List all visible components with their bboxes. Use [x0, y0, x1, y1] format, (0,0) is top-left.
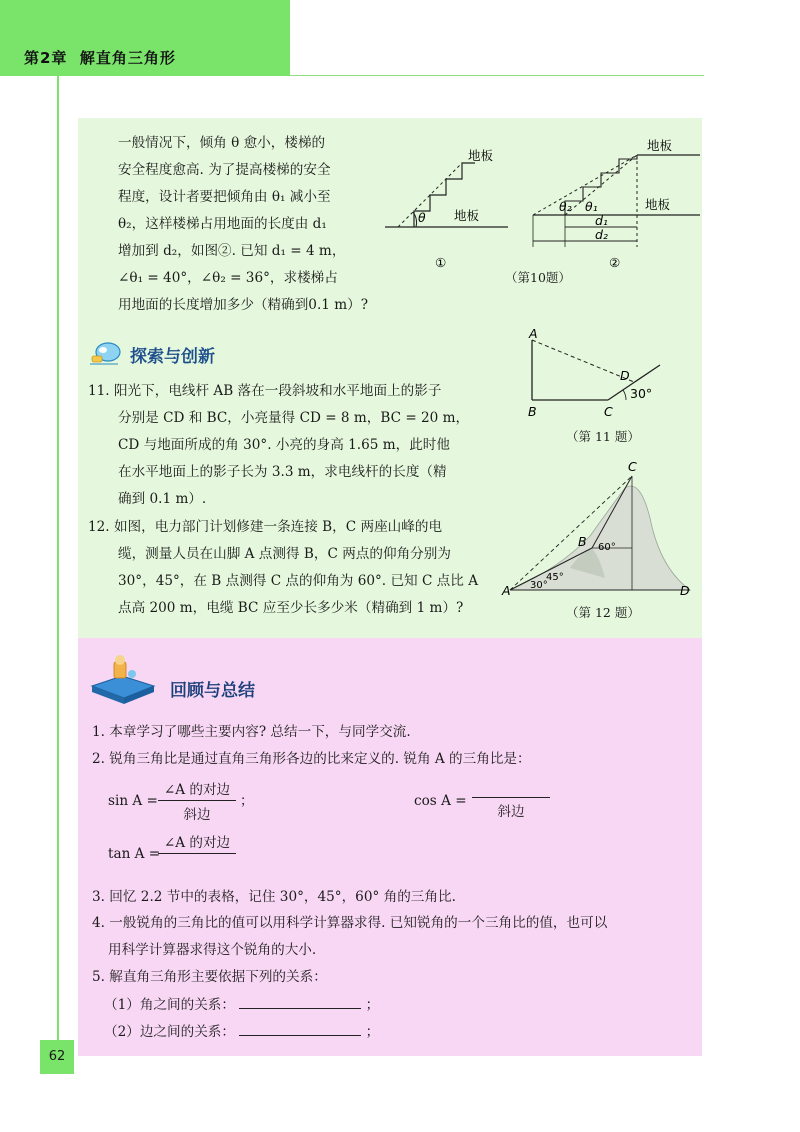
question-11-text — [88, 378, 469, 513]
sin-denominator: 斜边 — [183, 807, 211, 823]
review-item-3: 3. 回忆 2.2 节中的表格，记住 30°，45°，60° 角的三角比. — [92, 889, 456, 905]
text-line: 缆，测量人员在山脚 A 点测得 B，C 两点的仰角分别为 — [118, 546, 451, 562]
text-line: 程度，设计者要把倾角由 θ₁ 减小至 — [118, 189, 331, 205]
point-C-label: C — [628, 459, 637, 474]
text-line: 安全程度愈高. 为了提高楼梯的安全 — [118, 162, 331, 178]
review-item-4-continued: 用科学计算器求得这个锐角的大小. — [108, 942, 317, 958]
point-A-label: A — [529, 328, 538, 341]
text-line: 12. 如图，电力部门计划修建一条连接 B，C 两座山峰的电 — [88, 519, 443, 535]
question-12-text — [88, 514, 478, 622]
sin-separator: ； — [240, 793, 254, 809]
point-C-label: C — [604, 404, 613, 419]
review-section-title: 回顾与总结 — [170, 681, 255, 701]
text-line: 30°，45°，在 B 点测得 C 点的仰角为 60°. 已知 C 点比 A — [118, 573, 479, 589]
margin-rule — [57, 76, 59, 1056]
tan-label: tan A = — [108, 846, 161, 862]
header-divider — [290, 75, 704, 76]
sin-fraction — [158, 778, 236, 823]
point-A-label: A — [502, 583, 511, 598]
text-line: 分别是 CD 和 BC，小亮量得 CD = 8 m，BC = 20 m， — [118, 410, 470, 426]
question-10-text — [118, 130, 368, 319]
cos-label: cos A = — [414, 793, 467, 809]
sides-answer-blank[interactable] — [239, 1021, 361, 1036]
point-D-label: D — [680, 583, 690, 598]
point-B-label: B — [528, 404, 537, 419]
text-line: ∠θ₁ = 40°，∠θ₂ = 36°，求楼梯占 — [118, 270, 338, 286]
chapter-number: 第2章 — [24, 49, 68, 67]
floor-label-bottom: 地板 — [454, 208, 480, 223]
floor-label-top: 地板 — [468, 148, 494, 163]
theta-label: θ — [418, 210, 426, 225]
lightbulb-icon — [88, 338, 124, 368]
cos-numerator[interactable] — [472, 778, 550, 798]
relation-angles — [104, 992, 379, 1019]
point-B-label: B — [578, 534, 587, 549]
floor-label-top: 地板 — [647, 138, 673, 153]
figure-10-1 — [380, 140, 510, 275]
tan-denominator[interactable] — [158, 854, 236, 873]
d1-label: d₁ — [595, 213, 608, 228]
floor-label-bottom: 地板 — [645, 197, 671, 212]
angle-60-label: 60° — [598, 542, 616, 553]
semicolon: ； — [365, 997, 380, 1013]
figure-12 — [500, 458, 700, 598]
relation-angles-label: （1）角之间的关系： — [104, 997, 235, 1013]
relation-sides-label: （2）边之间的关系： — [104, 1024, 235, 1040]
explore-section-title: 探索与创新 — [130, 347, 215, 367]
figure-11 — [520, 328, 680, 423]
text-line: 在水平地面上的影子长为 3.3 m，求电线杆的长度（精 — [118, 464, 447, 480]
caption-q10: （第10题） — [505, 270, 571, 285]
angle-45-label: 45° — [546, 572, 564, 583]
text-line: 11. 阳光下，电线杆 AB 落在一段斜坡和水平地面上的影子 — [88, 383, 442, 399]
figure-number: ② — [609, 255, 621, 270]
figure-number: ① — [435, 255, 447, 270]
tan-numerator: ∠A 的对边 — [158, 831, 236, 854]
caption-q11: （第 11 题） — [566, 429, 640, 444]
tan-fraction — [158, 831, 236, 873]
relation-sides — [104, 1019, 379, 1046]
review-item-1: 1. 本章学习了哪些主要内容? 总结一下，与同学交流. — [92, 724, 411, 740]
page-number: 62 — [40, 1040, 74, 1074]
d2-label: d₂ — [595, 227, 608, 242]
sin-numerator: ∠A 的对边 — [158, 778, 236, 801]
point-D-label: D — [620, 368, 630, 383]
review-item-5: 5. 解直角三角形主要依据下列的关系： — [92, 969, 327, 985]
chapter-title: 解直角三角形 — [79, 49, 176, 67]
cos-fraction — [472, 778, 550, 820]
sin-label: sin A = — [108, 793, 158, 809]
review-item-2: 2. 锐角三角比是通过直角三角形各边的比来定义的. 锐角 A 的三角比是： — [92, 751, 531, 767]
text-line: CD 与地面所成的角 30°. 小亮的身高 1.65 m，此时他 — [118, 437, 450, 453]
theta1-label: θ₁ — [585, 199, 598, 214]
text-line: 增加到 d₂，如图②. 已知 d₁ = 4 m， — [118, 243, 346, 259]
chapter-header — [24, 47, 176, 68]
review-item-4: 4. 一般锐角的三角比的值可以用科学计算器求得. 已知锐角的一个三角比的值，也可以 — [92, 915, 608, 931]
angle-30-label: 30° — [530, 580, 548, 591]
text-line: 一般情况下，倾角 θ 愈小，楼梯的 — [118, 135, 326, 151]
book-icon — [88, 652, 158, 706]
caption-q12: （第 12 题） — [566, 605, 640, 620]
text-line: 用地面的长度增加多少（精确到0.1 m）? — [118, 297, 369, 313]
text-line: 确到 0.1 m）. — [118, 491, 207, 507]
angle-30-label: 30° — [630, 386, 653, 401]
cos-denominator: 斜边 — [497, 804, 525, 820]
semicolon: ； — [365, 1024, 380, 1040]
theta2-label: θ₂ — [559, 199, 572, 214]
text-line: 点高 200 m，电缆 BC 应至少长多少米（精确到 1 m）? — [118, 600, 464, 616]
figure-10-2 — [525, 135, 705, 275]
angles-answer-blank[interactable] — [239, 994, 361, 1009]
text-line: θ₂，这样楼梯占用地面的长度由 d₁ — [118, 216, 327, 232]
